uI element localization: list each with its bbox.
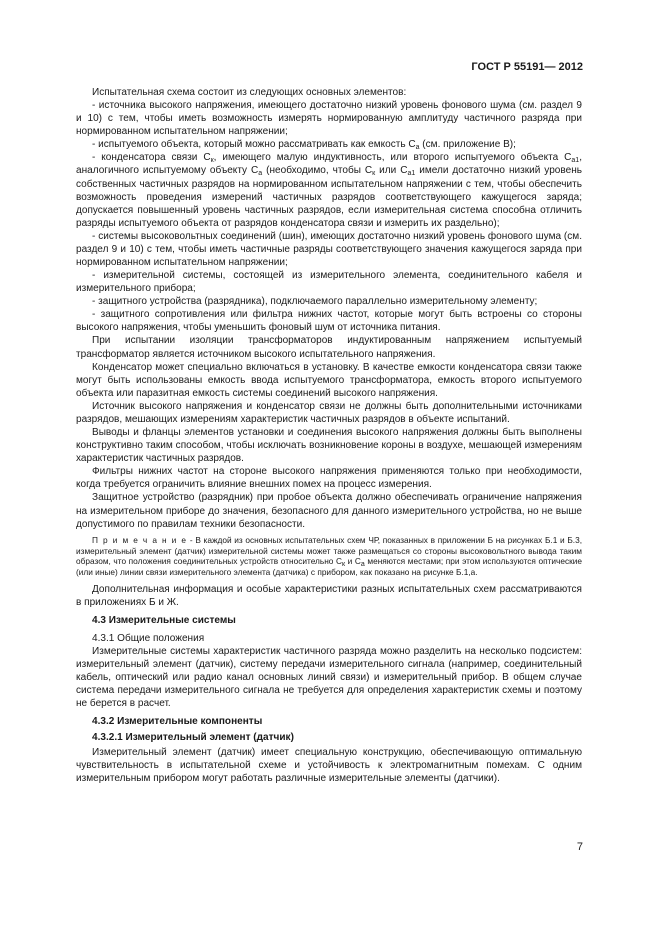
note-label: П р и м е ч а н и е (92, 534, 188, 545)
note: П р и м е ч а н и е - В каждой из основных испытательных схем ЧР, показанных в приложении Б на рисунках Б.1 и Б.3, измерительный элемент (датчик) измерительной системы может также размещаться со стороны высоковольтного вывода таким образом, что положения соединительных устройств относительно $C_к$ и $C_а$ меняются местами; при этом используются оптические (или иные) линии связи измерительного элемента (датчика) с прибором, как показано на рисунке Б.1,а. (76, 534, 582, 578)
subscript: а (360, 561, 365, 569)
paragraph: Дополнительная информация и особые характеристики разных испытательных схем рассматриваются в приложениях Б и Ж. (76, 584, 582, 609)
document-body (76, 86, 582, 785)
list-item: - конденсатора связи $C_к$, имеющего малую индуктивность, или второго испытуемого объекта $C_{а1}$, аналогичного испытуемому объекту $C_а$ (необходимо, чтобы $C_к$ или $C_{а1}$ имели достаточно низкий уровень собственных частичных разрядов на нормированном испытательном напряжении с тем, чтобы обеспечить возможность проведения измерений частичных разрядов соответствующего кажущегося заряда; допускается повышенный уровень частичных разрядов, если измерительная система способна отличить разряды испытуемого объекта от разрядов конденсатора связи и измерить их раздельно); (76, 152, 582, 229)
subscript: к (342, 561, 346, 569)
paragraph: Выводы и фланцы элементов установки и соединения высокого напряжения должны быть выполнены конструктивно таким способом, чтобы исключать возникновение короны в воздухе, мешающей измерениям характеристик частичных разрядов. (76, 427, 582, 465)
subscript: а1 (571, 157, 580, 165)
document-header: ГОСТ Р 55191— 2012 (471, 61, 583, 73)
subscript: а (258, 170, 263, 178)
paragraph: Фильтры нижних частот на стороне высокого напряжения применяются только при необходимости, когда требуется ограничить влияние внешних помех на процесс измерения. (76, 466, 582, 491)
subscript: а (415, 144, 420, 152)
paragraph: Защитное устройство (разрядник) при пробое объекта должно обеспечивать ограничение напряжения на измерительном приборе до значения, безопасного для данного измерительного устройства, но не выше допустимого по правилам техники безопасности. (76, 492, 582, 530)
paragraph: Измерительные системы характеристик частичного разряда можно разделить на несколько подсистем: измерительный элемент (датчик), систему передачи измерительного сигнала (например, соединительный кабель, оптический или радио канал основных линий связи) и измерительный прибор. В общем случае система передачи измерительного сигнала не требуется для определения характеристик схемы и поэтому не берется в расчет. (76, 645, 582, 709)
paragraph: При испытании изоляции трансформаторов индуктированным напряжением испытуемый трансформатор является источником высокого испытательного напряжения. (76, 335, 582, 360)
subsection-heading: 4.3.2.1 Измерительный элемент (датчик) (92, 732, 294, 744)
subscript: к (372, 170, 376, 178)
paragraph: Измерительный элемент (датчик) имеет специальную конструкцию, обеспечивающую оптимальную чувствительность в испытательной схеме и устойчивость к электромагнитным помехам. С одним измерительным прибором могут работать различные измерительные элементы (датчики). (76, 747, 582, 785)
subsection-heading: 4.3.1 Общие положения (92, 632, 205, 644)
subscript: а1 (407, 170, 416, 178)
list-item: - защитного сопротивления или фильтра нижних частот, которые могут быть встроены со стороны высокого напряжения, чтобы уменьшить фоновый шум от источника питания. (76, 309, 582, 334)
list-item: - измерительной системы, состоящей из измерительного элемента, соединительного кабеля и измерительного прибора; (76, 270, 582, 295)
page-number: 7 (576, 841, 583, 853)
list-item: - источника высокого напряжения, имеющего достаточно низкий уровень фонового шума (см. раздел 9 и 10) с тем, чтобы иметь возможность измерять нормированную амплитуду частичного разряда при нормированном испытательном напряжении; (76, 100, 582, 138)
paragraph: Испытательная схема состоит из следующих основных элементов: (92, 87, 407, 98)
section-heading: 4.3 Измерительные системы (92, 615, 236, 627)
list-item: - испытуемого объекта, который можно рассматривать как емкость $C_а$ (см. приложение В); (92, 139, 516, 152)
subscript: к (210, 157, 214, 165)
list-item: - защитного устройства (разрядника), подключаемого параллельно измерительному элементу; (92, 296, 538, 308)
list-item: - системы высоковольтных соединений (шин), имеющих достаточно низкий уровень фонового шума (см. раздел 9 и 10) с тем, чтобы иметь частичные разряды соответствующего значения кажущегося заряда при нормированном испытательном напряжении; (76, 230, 582, 269)
paragraph: Конденсатор может специально включаться в установку. В качестве емкости конденсатора связи также могут быть использованы емкость ввода испытуемого трансформатора, емкость второго испытуемого объекта или паразитная емкость системы соединений высокого напряжения. (76, 361, 582, 399)
paragraph: Источник высокого напряжения и конденсатор связи не должны быть дополнительными источниками разрядов, мешающих измерениям характеристик частичных разрядов в объекте испытаний. (76, 400, 582, 425)
section-heading: 4.3.2 Измерительные компоненты (92, 715, 263, 727)
